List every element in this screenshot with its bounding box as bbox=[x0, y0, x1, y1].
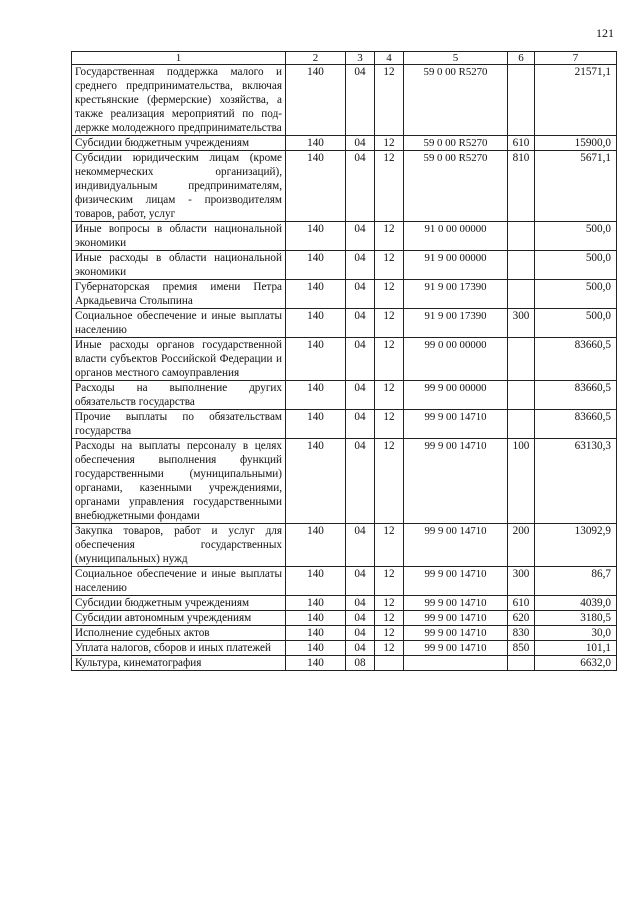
header-cell: 1 bbox=[72, 52, 286, 65]
row-section-cell: 04 bbox=[346, 626, 375, 641]
row-name-cell: Социальное обеспечение и иные выплаты населению bbox=[72, 567, 286, 596]
table-row bbox=[72, 524, 617, 567]
table-row bbox=[72, 151, 617, 222]
row-section-cell: 04 bbox=[346, 309, 375, 338]
row-expense-type-cell: 810 bbox=[508, 151, 535, 222]
row-target-code-cell: 59 0 00 R5270 bbox=[404, 151, 508, 222]
row-section-cell: 04 bbox=[346, 280, 375, 309]
row-target-code-cell: 91 9 00 17390 bbox=[404, 280, 508, 309]
row-section-cell: 04 bbox=[346, 611, 375, 626]
row-subsection-cell: 12 bbox=[375, 136, 404, 151]
row-section-cell: 04 bbox=[346, 136, 375, 151]
table-row bbox=[72, 611, 617, 626]
row-name-cell: Прочие выплаты по обязательствам государства bbox=[72, 410, 286, 439]
row-admin-code-cell: 140 bbox=[286, 136, 346, 151]
row-subsection-cell: 12 bbox=[375, 641, 404, 656]
row-expense-type-cell: 620 bbox=[508, 611, 535, 626]
row-section-cell: 04 bbox=[346, 251, 375, 280]
row-name-cell: Культура, кинематография bbox=[72, 656, 286, 671]
row-amount-cell: 4039,0 bbox=[535, 596, 617, 611]
row-subsection-cell: 12 bbox=[375, 596, 404, 611]
row-name-cell: Исполнение судебных актов bbox=[72, 626, 286, 641]
row-admin-code-cell: 140 bbox=[286, 151, 346, 222]
row-amount-cell: 63130,3 bbox=[535, 439, 617, 524]
header-cell: 3 bbox=[346, 52, 375, 65]
row-target-code-cell: 99 9 00 14710 bbox=[404, 410, 508, 439]
row-expense-type-cell: 850 bbox=[508, 641, 535, 656]
row-admin-code-cell: 140 bbox=[286, 65, 346, 136]
table-row bbox=[72, 309, 617, 338]
header-row bbox=[72, 52, 617, 65]
row-name-cell: Губернаторская премия имени Петра Аркадьевича Столыпина bbox=[72, 280, 286, 309]
row-subsection-cell: 12 bbox=[375, 626, 404, 641]
row-amount-cell: 101,1 bbox=[535, 641, 617, 656]
row-target-code-cell bbox=[404, 656, 508, 671]
row-target-code-cell: 99 9 00 00000 bbox=[404, 381, 508, 410]
row-amount-cell: 500,0 bbox=[535, 222, 617, 251]
budget-table bbox=[71, 51, 617, 671]
row-name-cell: Иные вопросы в области национальной экономики bbox=[72, 222, 286, 251]
table-row bbox=[72, 656, 617, 671]
header-cell: 5 bbox=[404, 52, 508, 65]
row-amount-cell: 86,7 bbox=[535, 567, 617, 596]
row-section-cell: 04 bbox=[346, 567, 375, 596]
row-name-cell: Субсидии автономным учреждениям bbox=[72, 611, 286, 626]
row-name-cell: Иные расходы в области национальной экономики bbox=[72, 251, 286, 280]
row-target-code-cell: 99 9 00 14710 bbox=[404, 626, 508, 641]
row-expense-type-cell bbox=[508, 338, 535, 381]
row-subsection-cell: 12 bbox=[375, 280, 404, 309]
row-expense-type-cell bbox=[508, 222, 535, 251]
row-amount-cell: 500,0 bbox=[535, 280, 617, 309]
row-target-code-cell: 99 9 00 14710 bbox=[404, 596, 508, 611]
row-amount-cell: 15900,0 bbox=[535, 136, 617, 151]
row-target-code-cell: 99 9 00 14710 bbox=[404, 524, 508, 567]
row-amount-cell: 83660,5 bbox=[535, 338, 617, 381]
row-section-cell: 04 bbox=[346, 439, 375, 524]
row-admin-code-cell: 140 bbox=[286, 626, 346, 641]
row-expense-type-cell: 300 bbox=[508, 567, 535, 596]
row-admin-code-cell: 140 bbox=[286, 611, 346, 626]
row-admin-code-cell: 140 bbox=[286, 381, 346, 410]
header-cell: 7 bbox=[535, 52, 617, 65]
row-expense-type-cell bbox=[508, 251, 535, 280]
row-subsection-cell: 12 bbox=[375, 567, 404, 596]
row-subsection-cell: 12 bbox=[375, 381, 404, 410]
row-expense-type-cell bbox=[508, 656, 535, 671]
row-target-code-cell: 99 9 00 14710 bbox=[404, 611, 508, 626]
row-target-code-cell: 59 0 00 R5270 bbox=[404, 65, 508, 136]
row-admin-code-cell: 140 bbox=[286, 338, 346, 381]
row-admin-code-cell: 140 bbox=[286, 280, 346, 309]
row-section-cell: 04 bbox=[346, 151, 375, 222]
header-cell: 2 bbox=[286, 52, 346, 65]
row-target-code-cell: 99 9 00 14710 bbox=[404, 567, 508, 596]
row-admin-code-cell: 140 bbox=[286, 596, 346, 611]
table-row bbox=[72, 251, 617, 280]
row-expense-type-cell: 200 bbox=[508, 524, 535, 567]
row-expense-type-cell: 610 bbox=[508, 136, 535, 151]
row-name-cell: Иные расходы органов государственной власти субъектов Российской Федерации и органов местного самоуправления bbox=[72, 338, 286, 381]
row-section-cell: 08 bbox=[346, 656, 375, 671]
row-admin-code-cell: 140 bbox=[286, 309, 346, 338]
row-subsection-cell: 12 bbox=[375, 439, 404, 524]
page-number: 121 bbox=[596, 26, 614, 40]
row-expense-type-cell: 830 bbox=[508, 626, 535, 641]
row-amount-cell: 21571,1 bbox=[535, 65, 617, 136]
row-name-cell: Субсидии юридическим лицам (кроме некоммерческих организаций), индивидуальным предпринимателям, физическим лицам - производителям товаров, работ, услуг bbox=[72, 151, 286, 222]
row-expense-type-cell bbox=[508, 280, 535, 309]
row-admin-code-cell: 140 bbox=[286, 410, 346, 439]
row-name-cell: Государственная поддержка малого и среднего предпринимательства, включая крестьянские (фермерские) хозяйства, а также реализация мероприятий по поддержке молодежного предпринимательства bbox=[72, 65, 286, 136]
row-subsection-cell: 12 bbox=[375, 524, 404, 567]
row-name-cell: Расходы на выполнение других обязательств государства bbox=[72, 381, 286, 410]
row-subsection-cell: 12 bbox=[375, 65, 404, 136]
row-amount-cell: 83660,5 bbox=[535, 381, 617, 410]
row-target-code-cell: 91 9 00 00000 bbox=[404, 251, 508, 280]
row-amount-cell: 83660,5 bbox=[535, 410, 617, 439]
row-expense-type-cell bbox=[508, 381, 535, 410]
row-admin-code-cell: 140 bbox=[286, 656, 346, 671]
row-admin-code-cell: 140 bbox=[286, 641, 346, 656]
row-admin-code-cell: 140 bbox=[286, 524, 346, 567]
row-subsection-cell: 12 bbox=[375, 151, 404, 222]
row-name-cell: Субсидии бюджетным учреждениям bbox=[72, 596, 286, 611]
row-section-cell: 04 bbox=[346, 641, 375, 656]
table-row bbox=[72, 596, 617, 611]
row-section-cell: 04 bbox=[346, 338, 375, 381]
row-expense-type-cell bbox=[508, 65, 535, 136]
row-target-code-cell: 59 0 00 R5270 bbox=[404, 136, 508, 151]
row-admin-code-cell: 140 bbox=[286, 222, 346, 251]
row-subsection-cell: 12 bbox=[375, 611, 404, 626]
table-row bbox=[72, 410, 617, 439]
row-section-cell: 04 bbox=[346, 410, 375, 439]
row-name-cell: Закупка товаров, работ и услуг для обеспечения государственных (муниципальных) нужд bbox=[72, 524, 286, 567]
row-expense-type-cell: 100 bbox=[508, 439, 535, 524]
table-row bbox=[72, 338, 617, 381]
row-target-code-cell: 99 9 00 14710 bbox=[404, 641, 508, 656]
row-expense-type-cell: 300 bbox=[508, 309, 535, 338]
row-subsection-cell: 12 bbox=[375, 338, 404, 381]
row-name-cell: Субсидии бюджетным учреждениям bbox=[72, 136, 286, 151]
row-target-code-cell: 91 0 00 00000 bbox=[404, 222, 508, 251]
row-target-code-cell: 91 9 00 17390 bbox=[404, 309, 508, 338]
row-amount-cell: 13092,9 bbox=[535, 524, 617, 567]
row-section-cell: 04 bbox=[346, 65, 375, 136]
row-expense-type-cell bbox=[508, 410, 535, 439]
table-row bbox=[72, 439, 617, 524]
row-amount-cell: 5671,1 bbox=[535, 151, 617, 222]
row-amount-cell: 30,0 bbox=[535, 626, 617, 641]
row-name-cell: Расходы на выплаты персоналу в целях обеспечения выполнения функций государственными (муниципальными) органами, казенными учреждениями, органами управления государственными внебюджетными фондами bbox=[72, 439, 286, 524]
header-cell: 4 bbox=[375, 52, 404, 65]
row-target-code-cell: 99 0 00 00000 bbox=[404, 338, 508, 381]
row-subsection-cell: 12 bbox=[375, 251, 404, 280]
row-amount-cell: 6632,0 bbox=[535, 656, 617, 671]
table-row bbox=[72, 567, 617, 596]
row-section-cell: 04 bbox=[346, 524, 375, 567]
row-admin-code-cell: 140 bbox=[286, 439, 346, 524]
row-subsection-cell: 12 bbox=[375, 410, 404, 439]
row-name-cell: Социальное обеспечение и иные выплаты населению bbox=[72, 309, 286, 338]
row-admin-code-cell: 140 bbox=[286, 567, 346, 596]
table-row bbox=[72, 222, 617, 251]
row-admin-code-cell: 140 bbox=[286, 251, 346, 280]
row-expense-type-cell: 610 bbox=[508, 596, 535, 611]
row-subsection-cell bbox=[375, 656, 404, 671]
row-target-code-cell: 99 9 00 14710 bbox=[404, 439, 508, 524]
row-name-cell: Уплата налогов, сборов и иных платежей bbox=[72, 641, 286, 656]
row-section-cell: 04 bbox=[346, 381, 375, 410]
table-row bbox=[72, 626, 617, 641]
row-amount-cell: 500,0 bbox=[535, 309, 617, 338]
table-row bbox=[72, 136, 617, 151]
row-amount-cell: 3180,5 bbox=[535, 611, 617, 626]
row-section-cell: 04 bbox=[346, 596, 375, 611]
table-row bbox=[72, 65, 617, 136]
row-subsection-cell: 12 bbox=[375, 222, 404, 251]
table-row bbox=[72, 381, 617, 410]
row-amount-cell: 500,0 bbox=[535, 251, 617, 280]
table-row bbox=[72, 641, 617, 656]
row-subsection-cell: 12 bbox=[375, 309, 404, 338]
header-cell: 6 bbox=[508, 52, 535, 65]
row-section-cell: 04 bbox=[346, 222, 375, 251]
table-row bbox=[72, 280, 617, 309]
